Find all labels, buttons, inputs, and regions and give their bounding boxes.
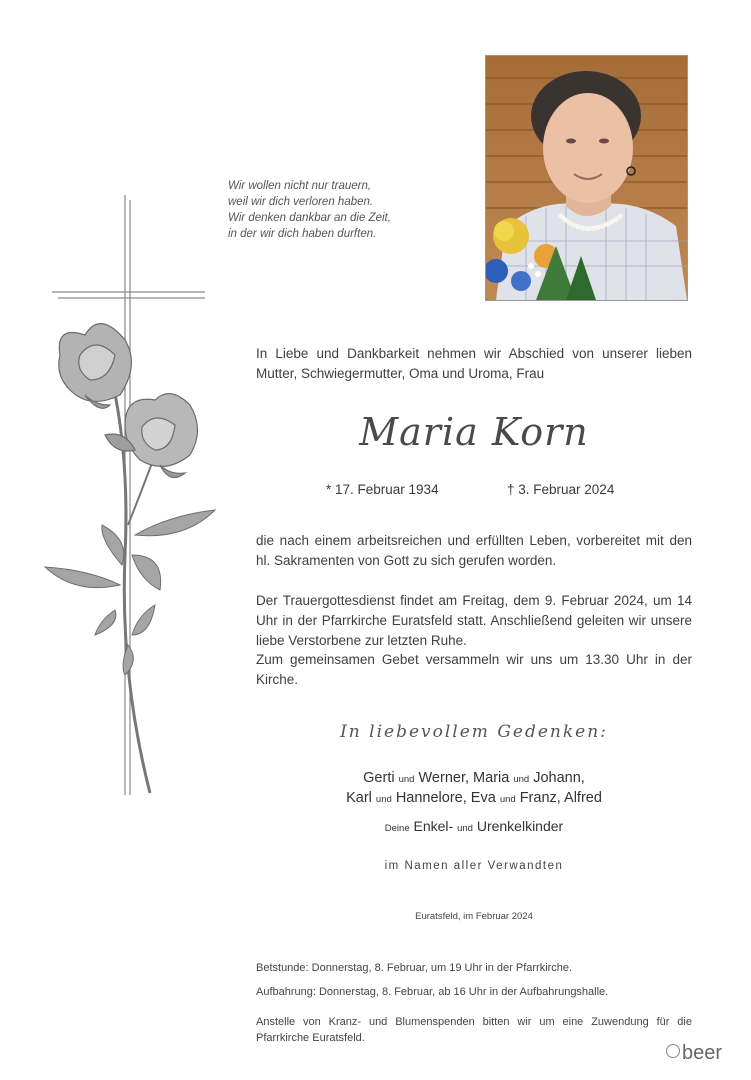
- memorial-quote: [228, 178, 468, 242]
- aufbahrung-note: Aufbahrung: Donnerstag, 8. Februar, ab 16 Uhr in der Aufbahrungshalle.: [256, 986, 609, 998]
- place-date: Euratsfeld, im Februar 2024: [415, 911, 533, 922]
- prayer-paragraph: Zum gemeinsamen Gebet versammeln wir uns um 13.30 Uhr in der Kirche.: [256, 652, 692, 687]
- birth-date: * 17. Februar 1934: [326, 482, 439, 497]
- death-date: † 3. Februar 2024: [507, 482, 615, 497]
- quote-line: weil wir dich verloren haben.: [228, 196, 374, 208]
- family-name: Urenkelkinder: [476, 818, 564, 834]
- family-name: Franz, Alfred: [519, 790, 602, 806]
- quote-line: Wir wollen nicht nur trauern,: [228, 180, 372, 192]
- life-paragraph: die nach einem arbeitsreichen und erfüllten Leben, vorbereitet mit den hl. Sakramenten von Gott zu sich gerufen worden.: [256, 533, 692, 568]
- quote-line: in der wir dich haben durften.: [228, 228, 377, 240]
- family-name: Enkel-: [413, 818, 454, 834]
- portrait-photo: [485, 55, 688, 301]
- deine-label: Deine: [384, 823, 410, 834]
- family-line-1: [256, 770, 692, 786]
- conjunction: und: [457, 823, 473, 834]
- conjunction: und: [398, 774, 415, 785]
- family-name: Karl: [346, 790, 372, 806]
- brand-logo: [666, 1042, 722, 1065]
- family-name: Maria: [473, 770, 510, 786]
- family-name: Johann,: [533, 770, 585, 786]
- family-name: Eva: [470, 790, 496, 806]
- family-name: Hannelore,: [395, 790, 467, 806]
- family-line-2: [256, 790, 692, 806]
- service-paragraph: Der Trauergottesdienst findet am Freitag, dem 9. Februar 2024, um 14 Uhr in der Pfarrkirche Euratsfeld statt. Anschließend geleiten wir unsere liebe Verstorbene zur letzten Ruhe.: [256, 593, 692, 648]
- intro-text: In Liebe und Dankbarkeit nehmen wir Abschied von unserer lieben Mutter, Schwiegermutter, Oma und Uroma, Frau: [256, 346, 692, 381]
- flower-icon: [666, 1044, 680, 1058]
- relatives-line: im Namen aller Verwandten: [384, 860, 564, 872]
- memory-heading: In liebevollem Gedenken:: [340, 722, 608, 742]
- quote-line: Wir denken dankbar an die Zeit,: [228, 212, 391, 224]
- cross-rose-illustration: [40, 195, 230, 805]
- conjunction: und: [499, 794, 516, 805]
- donation-note: Anstelle von Kranz- und Blumenspenden bitten wir um eine Zuwendung für die Pfarrkirche Euratsfeld.: [256, 1016, 692, 1044]
- conjunction: und: [375, 794, 392, 805]
- conjunction: und: [513, 774, 530, 785]
- deceased-name: Maria Korn: [359, 410, 589, 454]
- family-name: Werner,: [418, 770, 470, 786]
- betstunde-note: Betstunde: Donnerstag, 8. Februar, um 19 Uhr in der Pfarrkirche.: [256, 962, 573, 974]
- brand-name: beer: [682, 1042, 723, 1064]
- family-line-3: [256, 818, 692, 834]
- family-name: Gerti: [363, 770, 395, 786]
